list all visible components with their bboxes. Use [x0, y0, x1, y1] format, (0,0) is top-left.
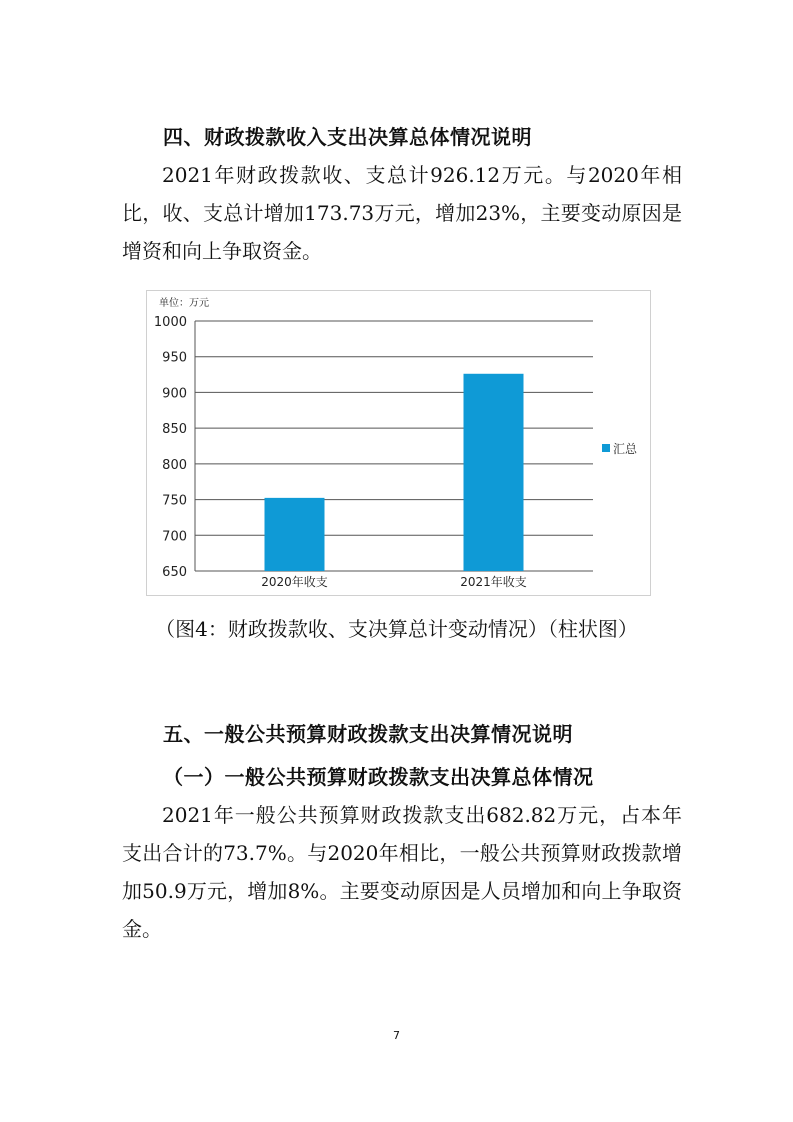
x-tick-label: 2021年收支	[460, 575, 527, 589]
y-tick-label: 700	[162, 529, 187, 545]
section-5-paragraph: 2021年一般公共预算财政拨款支出682.82万元，占本年支出合计的73.7%。与2020年相比，一般公共预算财政拨款增加50.9万元，增加8%。主要变动原因是人员增加和向上争取资金。	[122, 803, 682, 941]
legend-label: 汇总	[613, 442, 638, 456]
y-tick-label: 850	[162, 422, 187, 438]
bar-chart	[146, 290, 651, 596]
figure-caption: （图4：财政拨款收、支决算总计变动情况）（柱状图）	[155, 617, 638, 641]
bar-chart-svg	[147, 291, 650, 595]
section-5-subheading: （一）一般公共预算财政拨款支出决算总体情况	[163, 765, 594, 789]
page-number: 7	[393, 1029, 400, 1042]
unit-label: 单位：万元	[159, 298, 209, 309]
section-5-heading: 五、一般公共预算财政拨款支出决算情况说明	[163, 722, 573, 746]
y-tick-label: 1000	[153, 315, 187, 330]
legend-swatch	[602, 444, 610, 452]
bar	[464, 374, 524, 571]
section-4-paragraph: 2021年财政拨款收、支总计926.12万元。与2020年相比，收、支总计增加173.73万元，增加23%，主要变动原因是增资和向上争取资金。	[122, 163, 682, 263]
y-tick-label: 900	[162, 386, 187, 402]
x-tick-label: 2020年收支	[261, 575, 328, 589]
y-tick-label: 950	[162, 350, 187, 366]
y-tick-label: 650	[162, 565, 187, 580]
y-tick-label: 800	[162, 457, 187, 473]
y-tick-label: 750	[162, 493, 187, 509]
section-4-heading: 四、财政拨款收入支出决算总体情况说明	[163, 125, 532, 149]
bar	[265, 498, 325, 571]
